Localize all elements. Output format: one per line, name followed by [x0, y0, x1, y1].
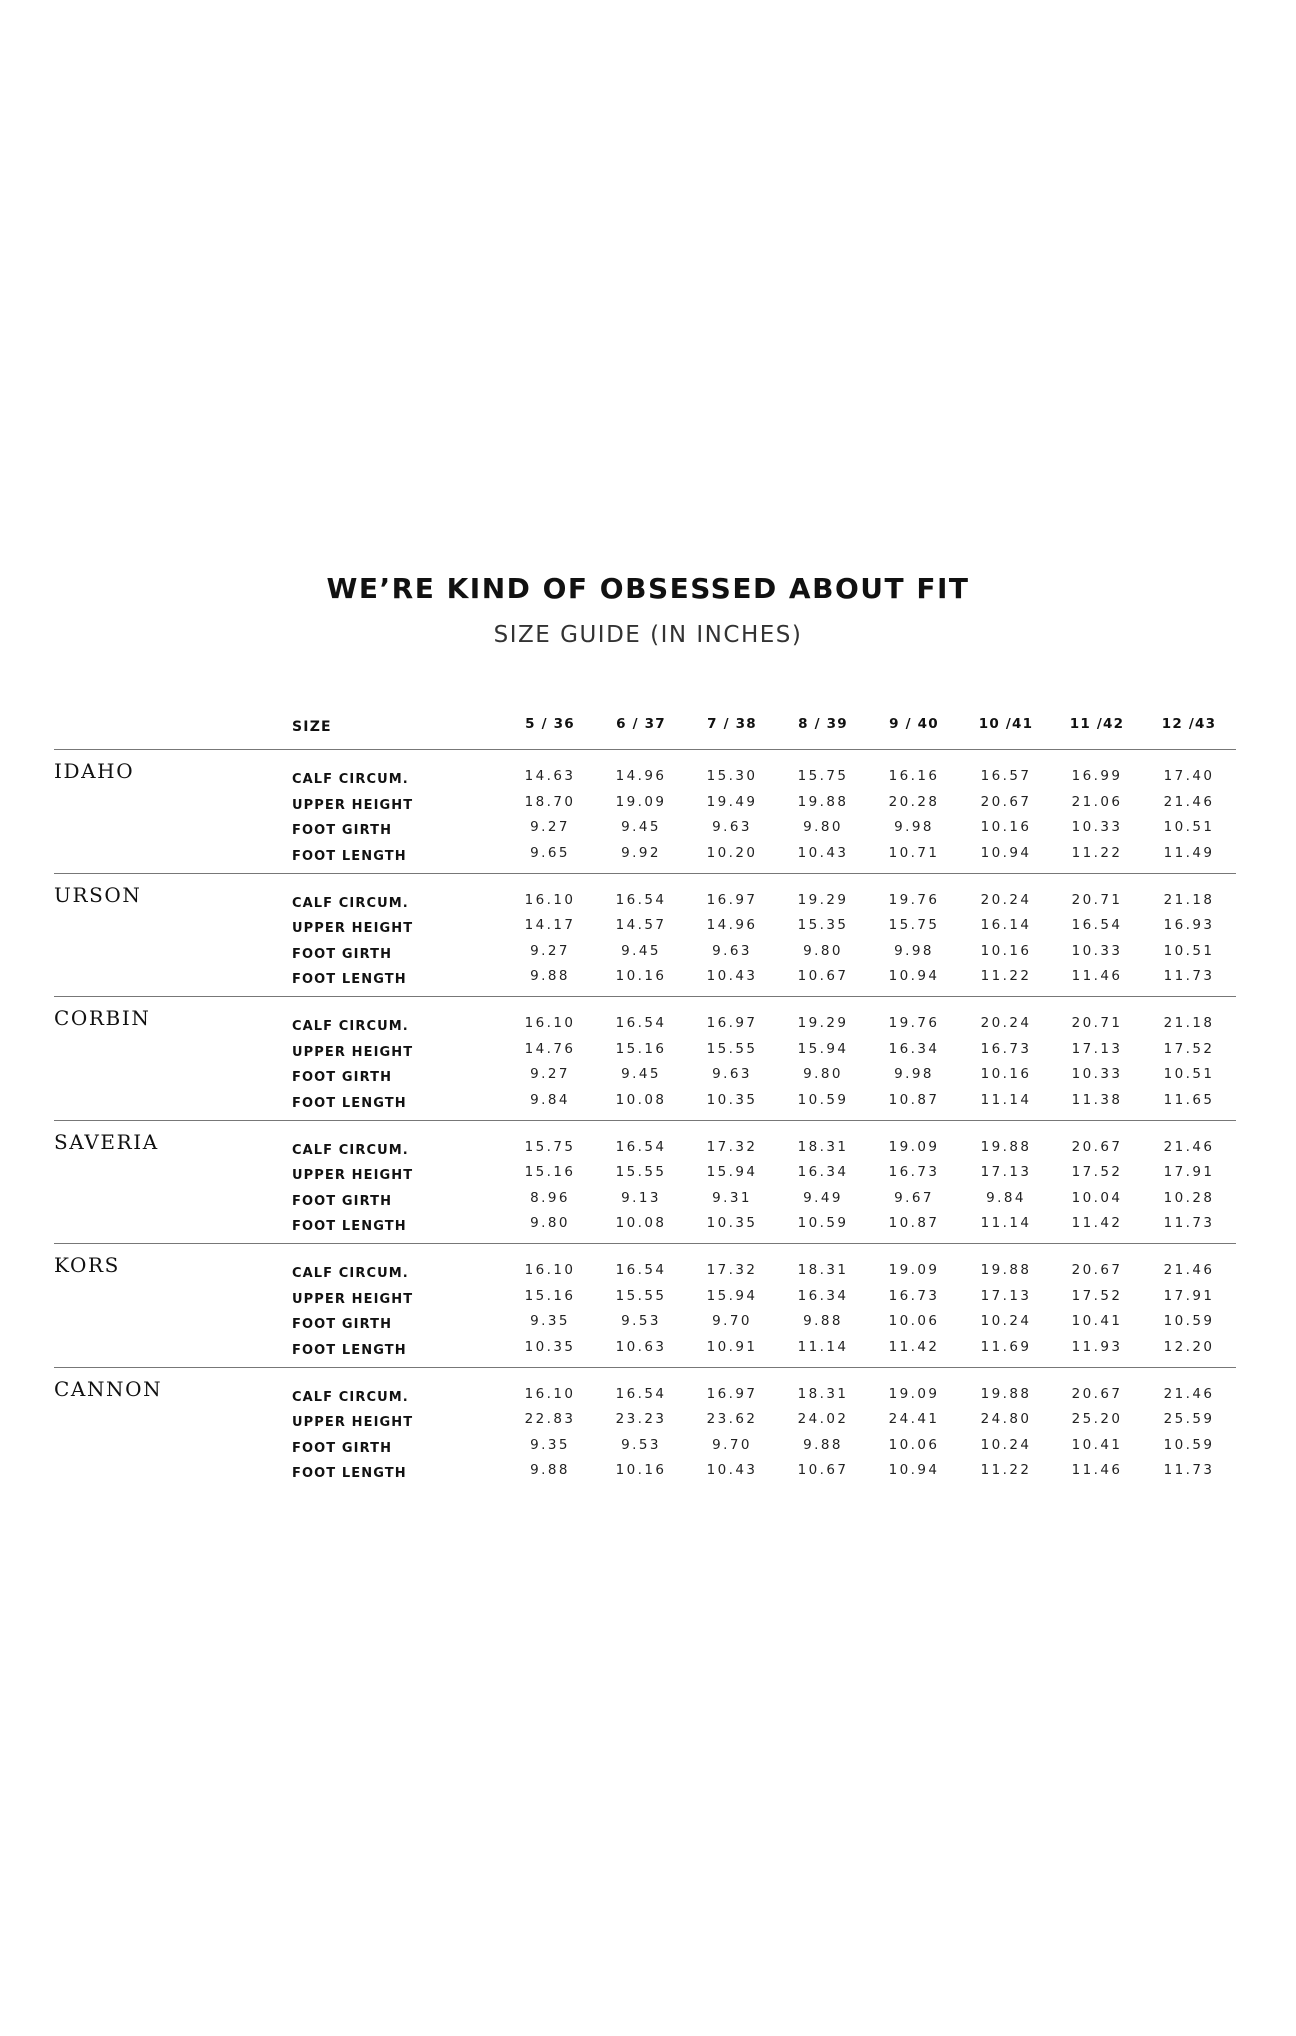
measurement-value: 10.43	[706, 968, 758, 984]
measurement-value: 10.06	[888, 1436, 940, 1453]
measurement-value: 21.46	[1163, 793, 1215, 810]
measurement-value: 15.16	[524, 1164, 576, 1180]
model-section	[0, 996, 1296, 1119]
measurement-value: 10.87	[888, 1091, 940, 1108]
measurement-value: 10.67	[797, 968, 849, 984]
measurement-value: 18.70	[524, 793, 576, 810]
measurement-value: 9.88	[530, 968, 570, 984]
measurement-value: 11.73	[1163, 968, 1215, 984]
measurement-value: 16.54	[615, 1385, 667, 1402]
measurement-value: 10.24	[980, 1313, 1032, 1329]
measurement-value: 17.52	[1071, 1164, 1123, 1180]
size-column-header: 12 /43	[1161, 716, 1217, 732]
measurement-value: 19.88	[980, 1138, 1032, 1155]
measurement-value: 9.88	[803, 1436, 843, 1453]
measurement-label: CALF CIRCUM.	[292, 895, 409, 911]
measurement-value: 16.34	[888, 1040, 940, 1057]
measurement-value: 14.57	[615, 917, 667, 933]
table-row	[0, 1215, 1296, 1239]
measurement-value: 11.14	[980, 1091, 1032, 1108]
table-row	[0, 1386, 1296, 1410]
measurement-value: 18.31	[797, 1385, 849, 1402]
table-row	[0, 1015, 1296, 1039]
table-row	[0, 1262, 1296, 1286]
measurement-value: 9.88	[803, 1313, 843, 1329]
measurement-value: 19.88	[980, 1385, 1032, 1402]
measurement-value: 16.97	[706, 891, 758, 908]
measurement-value: 19.76	[888, 891, 940, 908]
model-section	[0, 749, 1296, 872]
measurement-value: 9.45	[621, 942, 661, 959]
measurement-value: 10.24	[980, 1436, 1032, 1453]
measurement-value: 10.59	[797, 1091, 849, 1108]
measurement-value: 9.92	[621, 844, 661, 861]
measurement-value: 21.46	[1163, 1262, 1215, 1278]
measurement-value: 8.96	[530, 1189, 570, 1206]
measurement-value: 16.93	[1163, 917, 1215, 933]
measurement-value: 11.14	[980, 1215, 1032, 1231]
measurement-value: 9.13	[621, 1189, 661, 1206]
measurement-value: 17.91	[1163, 1287, 1215, 1304]
measurement-value: 10.91	[706, 1338, 758, 1355]
size-column-header: 6 / 37	[616, 716, 666, 732]
measurement-value: 17.13	[980, 1287, 1032, 1304]
measurement-value: 25.59	[1163, 1411, 1215, 1427]
measurement-value: 20.24	[980, 1015, 1032, 1031]
measurement-value: 22.83	[524, 1411, 576, 1427]
measurement-value: 11.69	[980, 1338, 1032, 1355]
measurement-value: 10.16	[980, 942, 1032, 959]
measurement-value: 15.75	[797, 768, 849, 784]
measurement-value: 10.63	[615, 1338, 667, 1355]
measurement-value: 10.94	[980, 844, 1032, 861]
measurement-value: 16.99	[1071, 768, 1123, 784]
measurement-value: 9.53	[621, 1436, 661, 1453]
table-row	[0, 943, 1296, 967]
measurement-value: 10.59	[1163, 1313, 1215, 1329]
measurement-value: 10.59	[1163, 1436, 1215, 1453]
measurement-value: 10.87	[888, 1215, 940, 1231]
measurement-value: 10.16	[980, 1066, 1032, 1082]
measurement-value: 15.16	[524, 1287, 576, 1304]
model-section	[0, 1243, 1296, 1366]
measurement-value: 21.18	[1163, 891, 1215, 908]
measurement-value: 19.88	[797, 793, 849, 810]
measurement-value: 15.75	[888, 917, 940, 933]
measurement-value: 10.51	[1163, 819, 1215, 835]
table-row	[0, 1092, 1296, 1116]
size-header-label: SIZE	[292, 719, 332, 735]
measurement-value: 15.94	[706, 1164, 758, 1180]
measurement-value: 9.63	[712, 942, 752, 959]
measurement-value: 21.46	[1163, 1385, 1215, 1402]
measurement-value: 19.76	[888, 1015, 940, 1031]
table-row	[0, 892, 1296, 916]
measurement-label: CALF CIRCUM.	[292, 1389, 409, 1405]
measurement-value: 10.16	[615, 1462, 667, 1478]
measurement-value: 20.24	[980, 891, 1032, 908]
measurement-value: 9.35	[530, 1436, 570, 1453]
measurement-value: 15.55	[615, 1164, 667, 1180]
model-name: CANNON	[54, 1376, 163, 1401]
measurement-label: FOOT GIRTH	[292, 1070, 393, 1085]
measurement-value: 14.96	[706, 917, 758, 933]
measurement-value: 9.80	[803, 819, 843, 835]
measurement-value: 14.17	[524, 917, 576, 933]
measurement-value: 24.02	[797, 1411, 849, 1427]
table-row	[0, 1437, 1296, 1461]
measurement-value: 10.94	[888, 968, 940, 984]
measurement-value: 19.09	[888, 1262, 940, 1278]
measurement-value: 20.71	[1071, 891, 1123, 908]
measurement-value: 17.32	[706, 1262, 758, 1278]
measurement-label: FOOT GIRTH	[292, 1317, 393, 1332]
measurement-value: 10.41	[1071, 1436, 1123, 1453]
table-row	[0, 968, 1296, 992]
measurement-value: 19.29	[797, 891, 849, 908]
measurement-value: 10.41	[1071, 1313, 1123, 1329]
measurement-value: 11.22	[980, 968, 1032, 984]
measurement-value: 23.62	[706, 1411, 758, 1427]
measurement-value: 16.73	[888, 1287, 940, 1304]
model-name: KORS	[54, 1253, 120, 1277]
measurement-value: 20.67	[980, 793, 1032, 810]
page-subtitle: SIZE GUIDE (IN INCHES)	[493, 622, 803, 648]
measurement-value: 14.76	[524, 1040, 576, 1057]
measurement-label: UPPER HEIGHT	[292, 1415, 414, 1430]
measurement-value: 9.84	[530, 1091, 570, 1108]
measurement-value: 11.73	[1163, 1215, 1215, 1231]
measurement-label: CALF CIRCUM.	[292, 1142, 409, 1158]
model-name: SAVERIA	[54, 1129, 159, 1154]
measurement-value: 16.14	[980, 917, 1032, 933]
measurement-value: 10.51	[1163, 1066, 1215, 1082]
measurement-value: 19.88	[980, 1262, 1032, 1278]
measurement-label: FOOT LENGTH	[292, 1466, 407, 1481]
measurement-label: FOOT LENGTH	[292, 1095, 407, 1111]
size-column-header: 7 / 38	[707, 716, 757, 732]
measurement-value: 16.97	[706, 1015, 758, 1031]
size-column-header: 8 / 39	[798, 716, 848, 732]
measurement-value: 15.55	[706, 1040, 758, 1057]
measurement-value: 20.28	[888, 793, 940, 810]
measurement-value: 21.18	[1163, 1015, 1215, 1031]
measurement-value: 24.41	[888, 1411, 940, 1427]
measurement-value: 17.13	[1071, 1040, 1123, 1057]
measurement-value: 9.53	[621, 1313, 661, 1329]
measurement-value: 9.27	[530, 1066, 570, 1082]
measurement-value: 10.16	[615, 968, 667, 984]
measurement-value: 9.70	[712, 1436, 752, 1453]
measurement-value: 10.28	[1163, 1189, 1215, 1206]
measurement-value: 10.08	[615, 1091, 667, 1108]
measurement-value: 16.16	[888, 768, 940, 784]
measurement-value: 11.22	[1071, 844, 1123, 861]
measurement-value: 10.16	[980, 819, 1032, 835]
measurement-label: UPPER HEIGHT	[292, 921, 414, 936]
measurement-value: 11.46	[1071, 1462, 1123, 1478]
measurement-label: UPPER HEIGHT	[292, 797, 414, 813]
measurement-value: 16.57	[980, 768, 1032, 784]
table-row	[0, 1313, 1296, 1337]
measurement-value: 16.34	[797, 1164, 849, 1180]
measurement-value: 9.70	[712, 1313, 752, 1329]
model-name: IDAHO	[54, 759, 135, 783]
measurement-value: 11.42	[888, 1338, 940, 1355]
measurement-value: 10.94	[888, 1462, 940, 1478]
measurement-value: 21.06	[1071, 793, 1123, 810]
model-name: URSON	[54, 882, 142, 907]
measurement-label: FOOT LENGTH	[292, 1219, 407, 1234]
measurement-value: 11.14	[797, 1338, 849, 1355]
measurement-value: 19.09	[888, 1138, 940, 1155]
size-column-header: 9 / 40	[889, 716, 939, 732]
measurement-label: UPPER HEIGHT	[292, 1168, 414, 1183]
measurement-value: 11.73	[1163, 1462, 1215, 1478]
measurement-value: 17.91	[1163, 1164, 1215, 1180]
measurement-value: 16.10	[524, 1015, 576, 1031]
measurement-value: 10.59	[797, 1215, 849, 1231]
measurement-value: 9.63	[712, 819, 752, 835]
size-column-header: 11 /42	[1069, 716, 1125, 732]
measurement-label: FOOT GIRTH	[292, 1440, 393, 1456]
measurement-value: 9.67	[894, 1189, 934, 1206]
measurement-value: 15.16	[615, 1040, 667, 1057]
measurement-value: 24.80	[980, 1411, 1032, 1427]
measurement-value: 9.35	[530, 1313, 570, 1329]
measurement-value: 11.38	[1071, 1091, 1123, 1108]
measurement-value: 19.49	[706, 793, 758, 810]
measurement-value: 11.22	[980, 1462, 1032, 1478]
table-row	[0, 819, 1296, 843]
measurement-label: UPPER HEIGHT	[292, 1044, 414, 1060]
measurement-value: 10.35	[706, 1215, 758, 1231]
size-column-header: 5 / 36	[525, 716, 575, 732]
measurement-value: 9.49	[803, 1189, 843, 1206]
measurement-value: 11.65	[1163, 1091, 1215, 1108]
measurement-value: 10.20	[706, 844, 758, 861]
table-row	[0, 1041, 1296, 1065]
measurement-label: CALF CIRCUM.	[292, 1019, 409, 1034]
measurement-value: 16.54	[615, 891, 667, 908]
measurement-value: 16.54	[615, 1262, 667, 1278]
measurement-value: 9.80	[530, 1215, 570, 1231]
table-row	[0, 1139, 1296, 1163]
measurement-value: 16.97	[706, 1385, 758, 1402]
measurement-value: 15.75	[524, 1138, 576, 1155]
measurement-value: 10.04	[1071, 1189, 1123, 1206]
measurement-value: 14.63	[524, 768, 576, 784]
measurement-value: 23.23	[615, 1411, 667, 1427]
measurement-value: 17.40	[1163, 768, 1215, 784]
measurement-value: 10.67	[797, 1462, 849, 1478]
measurement-value: 14.96	[615, 768, 667, 784]
measurement-value: 10.35	[706, 1091, 758, 1108]
measurement-value: 10.35	[524, 1338, 576, 1355]
measurement-label: FOOT GIRTH	[292, 823, 393, 838]
measurement-value: 16.10	[524, 1262, 576, 1278]
measurement-value: 19.29	[797, 1015, 849, 1031]
measurement-value: 9.27	[530, 819, 570, 835]
measurement-value: 10.71	[888, 844, 940, 861]
measurement-label: FOOT GIRTH	[292, 1193, 393, 1209]
measurement-value: 18.31	[797, 1262, 849, 1278]
measurement-label: FOOT LENGTH	[292, 1342, 407, 1358]
page-title: WE’RE KIND OF OBSESSED ABOUT FIT	[326, 572, 970, 605]
measurement-value: 15.94	[706, 1287, 758, 1304]
measurement-label: CALF CIRCUM.	[292, 772, 409, 787]
measurement-value: 9.65	[530, 844, 570, 861]
measurement-value: 19.09	[615, 793, 667, 810]
measurement-value: 18.31	[797, 1138, 849, 1155]
measurement-value: 20.67	[1071, 1262, 1123, 1278]
measurement-value: 21.46	[1163, 1138, 1215, 1155]
measurement-value: 12.20	[1163, 1338, 1215, 1355]
measurement-value: 16.10	[524, 1385, 576, 1402]
measurement-value: 17.13	[980, 1164, 1032, 1180]
measurement-value: 17.52	[1071, 1287, 1123, 1304]
measurement-value: 15.94	[797, 1040, 849, 1057]
measurement-value: 10.33	[1071, 1066, 1123, 1082]
measurement-value: 9.98	[894, 1066, 934, 1082]
measurement-value: 10.06	[888, 1313, 940, 1329]
measurement-value: 9.31	[712, 1189, 752, 1206]
measurement-label: UPPER HEIGHT	[292, 1291, 414, 1307]
measurement-value: 9.88	[530, 1462, 570, 1478]
measurement-value: 9.98	[894, 819, 934, 835]
size-column-header: 10 /41	[978, 716, 1034, 732]
measurement-value: 11.93	[1071, 1338, 1123, 1355]
size-header-row	[0, 716, 1296, 740]
measurement-value: 9.63	[712, 1066, 752, 1082]
measurement-value: 10.08	[615, 1215, 667, 1231]
table-row	[0, 1339, 1296, 1363]
table-row	[0, 1411, 1296, 1435]
measurement-value: 16.54	[1071, 917, 1123, 933]
table-row	[0, 794, 1296, 818]
measurement-value: 25.20	[1071, 1411, 1123, 1427]
measurement-value: 10.51	[1163, 942, 1215, 959]
measurement-value: 15.35	[797, 917, 849, 933]
table-row	[0, 768, 1296, 792]
measurement-value: 10.43	[706, 1462, 758, 1478]
table-row	[0, 845, 1296, 869]
table-row	[0, 917, 1296, 941]
table-row	[0, 1288, 1296, 1312]
measurement-value: 19.09	[888, 1385, 940, 1402]
measurement-value: 16.73	[888, 1164, 940, 1180]
measurement-value: 10.33	[1071, 942, 1123, 959]
measurement-value: 11.42	[1071, 1215, 1123, 1231]
measurement-value: 16.54	[615, 1138, 667, 1155]
measurement-value: 10.33	[1071, 819, 1123, 835]
measurement-value: 20.67	[1071, 1138, 1123, 1155]
measurement-value: 9.45	[621, 819, 661, 835]
model-section	[0, 873, 1296, 996]
measurement-label: FOOT GIRTH	[292, 946, 393, 962]
table-row	[0, 1462, 1296, 1486]
measurement-value: 20.67	[1071, 1385, 1123, 1402]
measurement-value: 11.49	[1163, 844, 1215, 861]
measurement-value: 9.27	[530, 942, 570, 959]
measurement-value: 17.32	[706, 1138, 758, 1155]
measurement-value: 16.10	[524, 891, 576, 908]
measurement-value: 16.54	[615, 1015, 667, 1031]
measurement-value: 9.80	[803, 1066, 843, 1082]
measurement-value: 9.84	[986, 1189, 1026, 1206]
model-section	[0, 1367, 1296, 1490]
measurement-value: 16.73	[980, 1040, 1032, 1057]
measurement-value: 9.80	[803, 942, 843, 959]
measurement-value: 9.98	[894, 942, 934, 959]
model-section	[0, 1120, 1296, 1243]
measurement-value: 11.46	[1071, 968, 1123, 984]
table-row	[0, 1164, 1296, 1188]
measurement-value: 20.71	[1071, 1015, 1123, 1031]
table-row	[0, 1190, 1296, 1214]
table-row	[0, 1066, 1296, 1090]
measurement-value: 15.55	[615, 1287, 667, 1304]
model-name: CORBIN	[54, 1006, 151, 1030]
measurement-value: 15.30	[706, 768, 758, 784]
measurement-label: CALF CIRCUM.	[292, 1266, 409, 1281]
measurement-label: FOOT LENGTH	[292, 972, 407, 987]
measurement-label: FOOT LENGTH	[292, 848, 407, 864]
measurement-value: 10.43	[797, 844, 849, 861]
measurement-value: 17.52	[1163, 1040, 1215, 1057]
measurement-value: 16.34	[797, 1287, 849, 1304]
measurement-value: 9.45	[621, 1066, 661, 1082]
